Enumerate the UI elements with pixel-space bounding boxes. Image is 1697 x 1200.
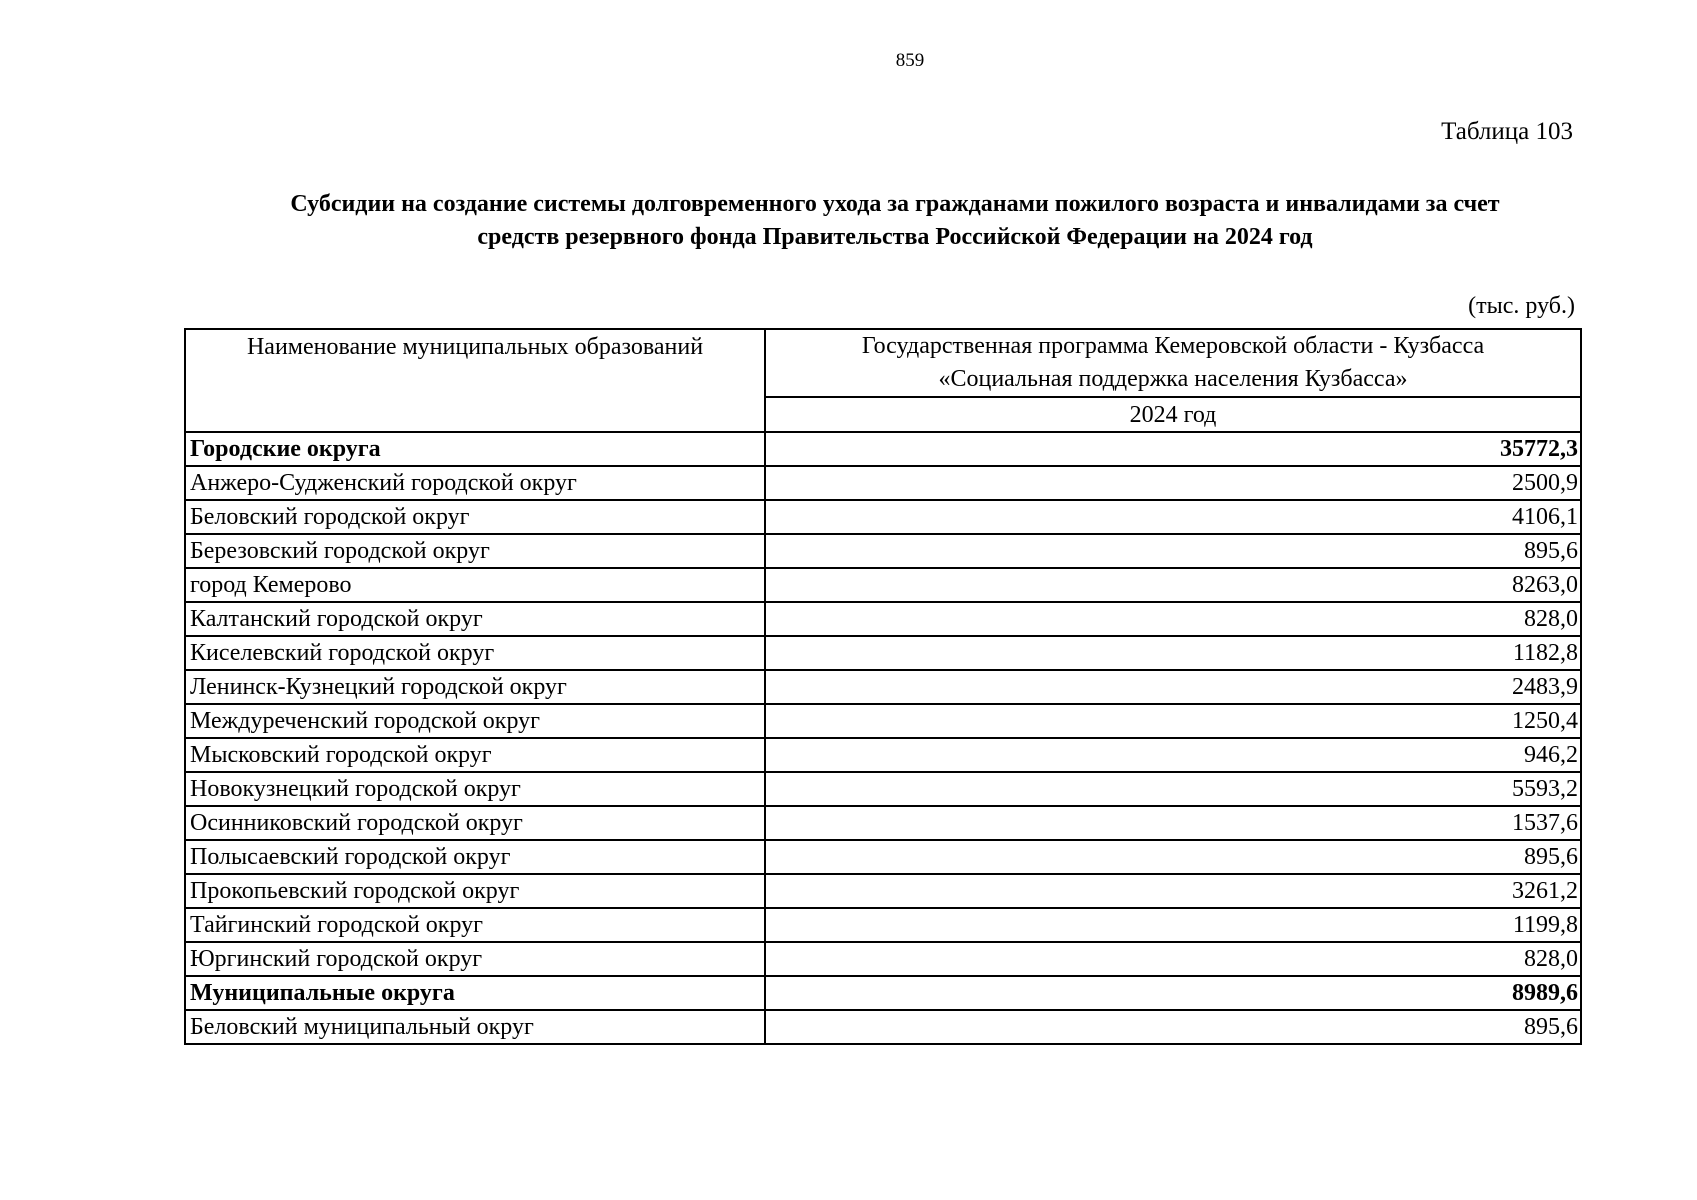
table-row <box>185 1010 1581 1044</box>
units-label: (тыс. руб.) <box>1468 293 1575 319</box>
municipality-name-cell: Полысаевский городской округ <box>185 840 765 874</box>
table-row <box>185 942 1581 976</box>
table-row <box>185 908 1581 942</box>
table-row <box>185 636 1581 670</box>
amount-cell: 828,0 <box>765 942 1581 976</box>
municipality-name-cell: Городские округа <box>185 432 765 466</box>
amount-cell: 8263,0 <box>765 568 1581 602</box>
municipality-name-cell: Новокузнецкий городской округ <box>185 772 765 806</box>
header-program <box>765 329 1581 397</box>
municipality-name-cell: Тайгинский городской округ <box>185 908 765 942</box>
table-subtotal-row <box>185 432 1581 466</box>
header-program-line-1: Государственная программа Кемеровской области - Кузбасса <box>861 333 1485 359</box>
header-program-line-2: «Социальная поддержка населения Кузбасса» <box>938 366 1408 392</box>
table-row <box>185 704 1581 738</box>
table-row <box>185 806 1581 840</box>
amount-cell: 2500,9 <box>765 466 1581 500</box>
municipality-name-cell: Беловский городской округ <box>185 500 765 534</box>
municipality-name-cell: Прокопьевский городской округ <box>185 874 765 908</box>
title-line-1: Субсидии на создание системы долговременного ухода за гражданами пожилого возраста и инвалидами за счет <box>290 191 1500 217</box>
table-row <box>185 568 1581 602</box>
municipality-name-cell: Киселевский городской округ <box>185 636 765 670</box>
municipality-name-cell: Муниципальные округа <box>185 976 765 1010</box>
table-row <box>185 840 1581 874</box>
table-row <box>185 772 1581 806</box>
header-name-column: Наименование муниципальных образований <box>185 329 765 432</box>
municipality-name-cell: Осинниковский городской округ <box>185 806 765 840</box>
table-row <box>185 738 1581 772</box>
amount-cell: 828,0 <box>765 602 1581 636</box>
amount-cell: 895,6 <box>765 1010 1581 1044</box>
document-title <box>185 188 1605 254</box>
header-year: 2024 год <box>765 397 1581 432</box>
amount-cell: 1182,8 <box>765 636 1581 670</box>
municipality-name-cell: Ленинск-Кузнецкий городской округ <box>185 670 765 704</box>
municipality-name-cell: Юргинский городской округ <box>185 942 765 976</box>
amount-cell: 895,6 <box>765 534 1581 568</box>
table-row <box>185 466 1581 500</box>
table-label: Таблица 103 <box>1441 118 1573 145</box>
municipality-name-cell: Междуреченский городской округ <box>185 704 765 738</box>
amount-cell: 1250,4 <box>765 704 1581 738</box>
table-row <box>185 670 1581 704</box>
amount-cell: 3261,2 <box>765 874 1581 908</box>
table-body <box>185 432 1581 1044</box>
amount-cell: 5593,2 <box>765 772 1581 806</box>
table-header <box>185 329 1581 432</box>
municipality-name-cell: Березовский городской округ <box>185 534 765 568</box>
amount-cell: 895,6 <box>765 840 1581 874</box>
title-line-2: средств резервного фонда Правительства Российской Федерации на 2024 год <box>477 224 1313 250</box>
municipality-name-cell: Анжеро-Судженский городской округ <box>185 466 765 500</box>
amount-cell: 2483,9 <box>765 670 1581 704</box>
amount-cell: 4106,1 <box>765 500 1581 534</box>
table-row <box>185 874 1581 908</box>
amount-cell: 8989,6 <box>765 976 1581 1010</box>
amount-cell: 35772,3 <box>765 432 1581 466</box>
subsidies-table <box>184 328 1582 1045</box>
amount-cell: 1199,8 <box>765 908 1581 942</box>
municipality-name-cell: Калтанский городской округ <box>185 602 765 636</box>
municipality-name-cell: Мысковский городской округ <box>185 738 765 772</box>
table-row <box>185 602 1581 636</box>
page-number: 859 <box>895 50 925 71</box>
table-row <box>185 500 1581 534</box>
municipality-name-cell: город Кемерово <box>185 568 765 602</box>
amount-cell: 1537,6 <box>765 806 1581 840</box>
municipality-name-cell: Беловский муниципальный округ <box>185 1010 765 1044</box>
header-row <box>185 329 1581 397</box>
table-row <box>185 534 1581 568</box>
amount-cell: 946,2 <box>765 738 1581 772</box>
table-subtotal-row <box>185 976 1581 1010</box>
